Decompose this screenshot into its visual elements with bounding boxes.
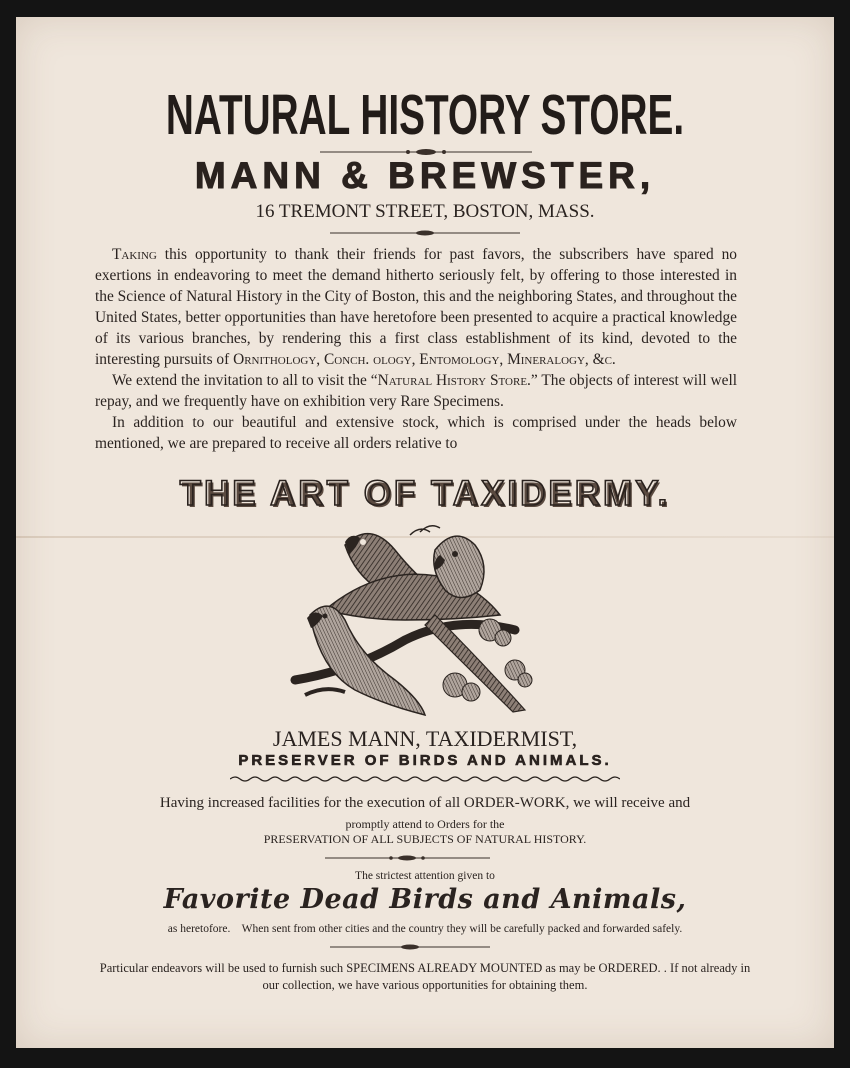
paragraph-thanks (95, 244, 737, 370)
invitation-end: ” The objects of interest will well repay, and we frequently have on exhibition very Rare Specimens. (95, 372, 737, 410)
taxidermy-heading: THE ART OF TAXIDERMY. (179, 474, 671, 513)
wavy-rule (230, 775, 620, 783)
ornament-rule-address (330, 228, 520, 238)
footer-note: Particular endeavors will be used to furnish such SPECIMENS ALREADY MOUNTED as may be ORDERED. . If not already in our collection, we have various opportunities for obtaining them. (99, 961, 751, 992)
firm-name: MANN & BREWSTER, (194, 155, 656, 196)
orders-line-1: Having increased facilities for the execution of all ORDER-WORK, we will receive and (159, 795, 691, 811)
ornament-rule-middle (325, 853, 490, 863)
paragraph-invitation (95, 370, 737, 412)
paragraph-thanks-body: this opportunity to thank their friends for past favors, the subscribers have spared no exertions in endeavoring to meet the demand hitherto seriously felt, by offering to those interested in the Science of Natural History in the City of Boston, this and the neighboring States, and throughout the United States, better opportunities than have heretofore been presented to acquire a practical knowledge of its various branches, by rendering this a first class establishment of its kind, devoted to the interesting pursuits of (95, 246, 737, 368)
taxidermist-title: PRESERVER OF BIRDS AND ANIMALS. (238, 752, 612, 769)
orders-line-2: promptly attend to Orders for the (345, 817, 505, 831)
ornament-rule-bottom (330, 942, 490, 952)
attention-intro: The strictest attention given to (355, 870, 495, 882)
favorite-birds-heading: Favorite Dead Birds and Animals, (163, 884, 687, 915)
store-title: NATURAL HISTORY STORE. (165, 83, 685, 147)
intro-text (95, 244, 737, 454)
drop-lead-word: Taking (112, 246, 157, 263)
invitation-start: We extend the invitation to all to visit the “ (112, 372, 378, 389)
taxidermist-name: JAMES MANN, TAXIDERMIST, (272, 726, 578, 751)
orders-line-3: PRESERVATION OF ALL SUBJECTS OF NATURAL HISTORY. (263, 832, 587, 846)
store-name-inline: Natural History Store. (377, 372, 531, 389)
subjects-list: Ornithology, Conch. ology, Entomology, Mineralogy, &c. (233, 351, 616, 368)
store-address: 16 TREMONT STREET, BOSTON, MASS. (255, 201, 595, 222)
paragraph-stock: In addition to our beautiful and extensive stock, which is comprised under the heads below mentioned, we are prepared to receive all orders relative to (95, 414, 737, 452)
parrots-engraving (285, 520, 545, 720)
shipping-note: as heretofore. When sent from other cities and the country they will be carefully packed and forwarded safely. (167, 923, 683, 935)
